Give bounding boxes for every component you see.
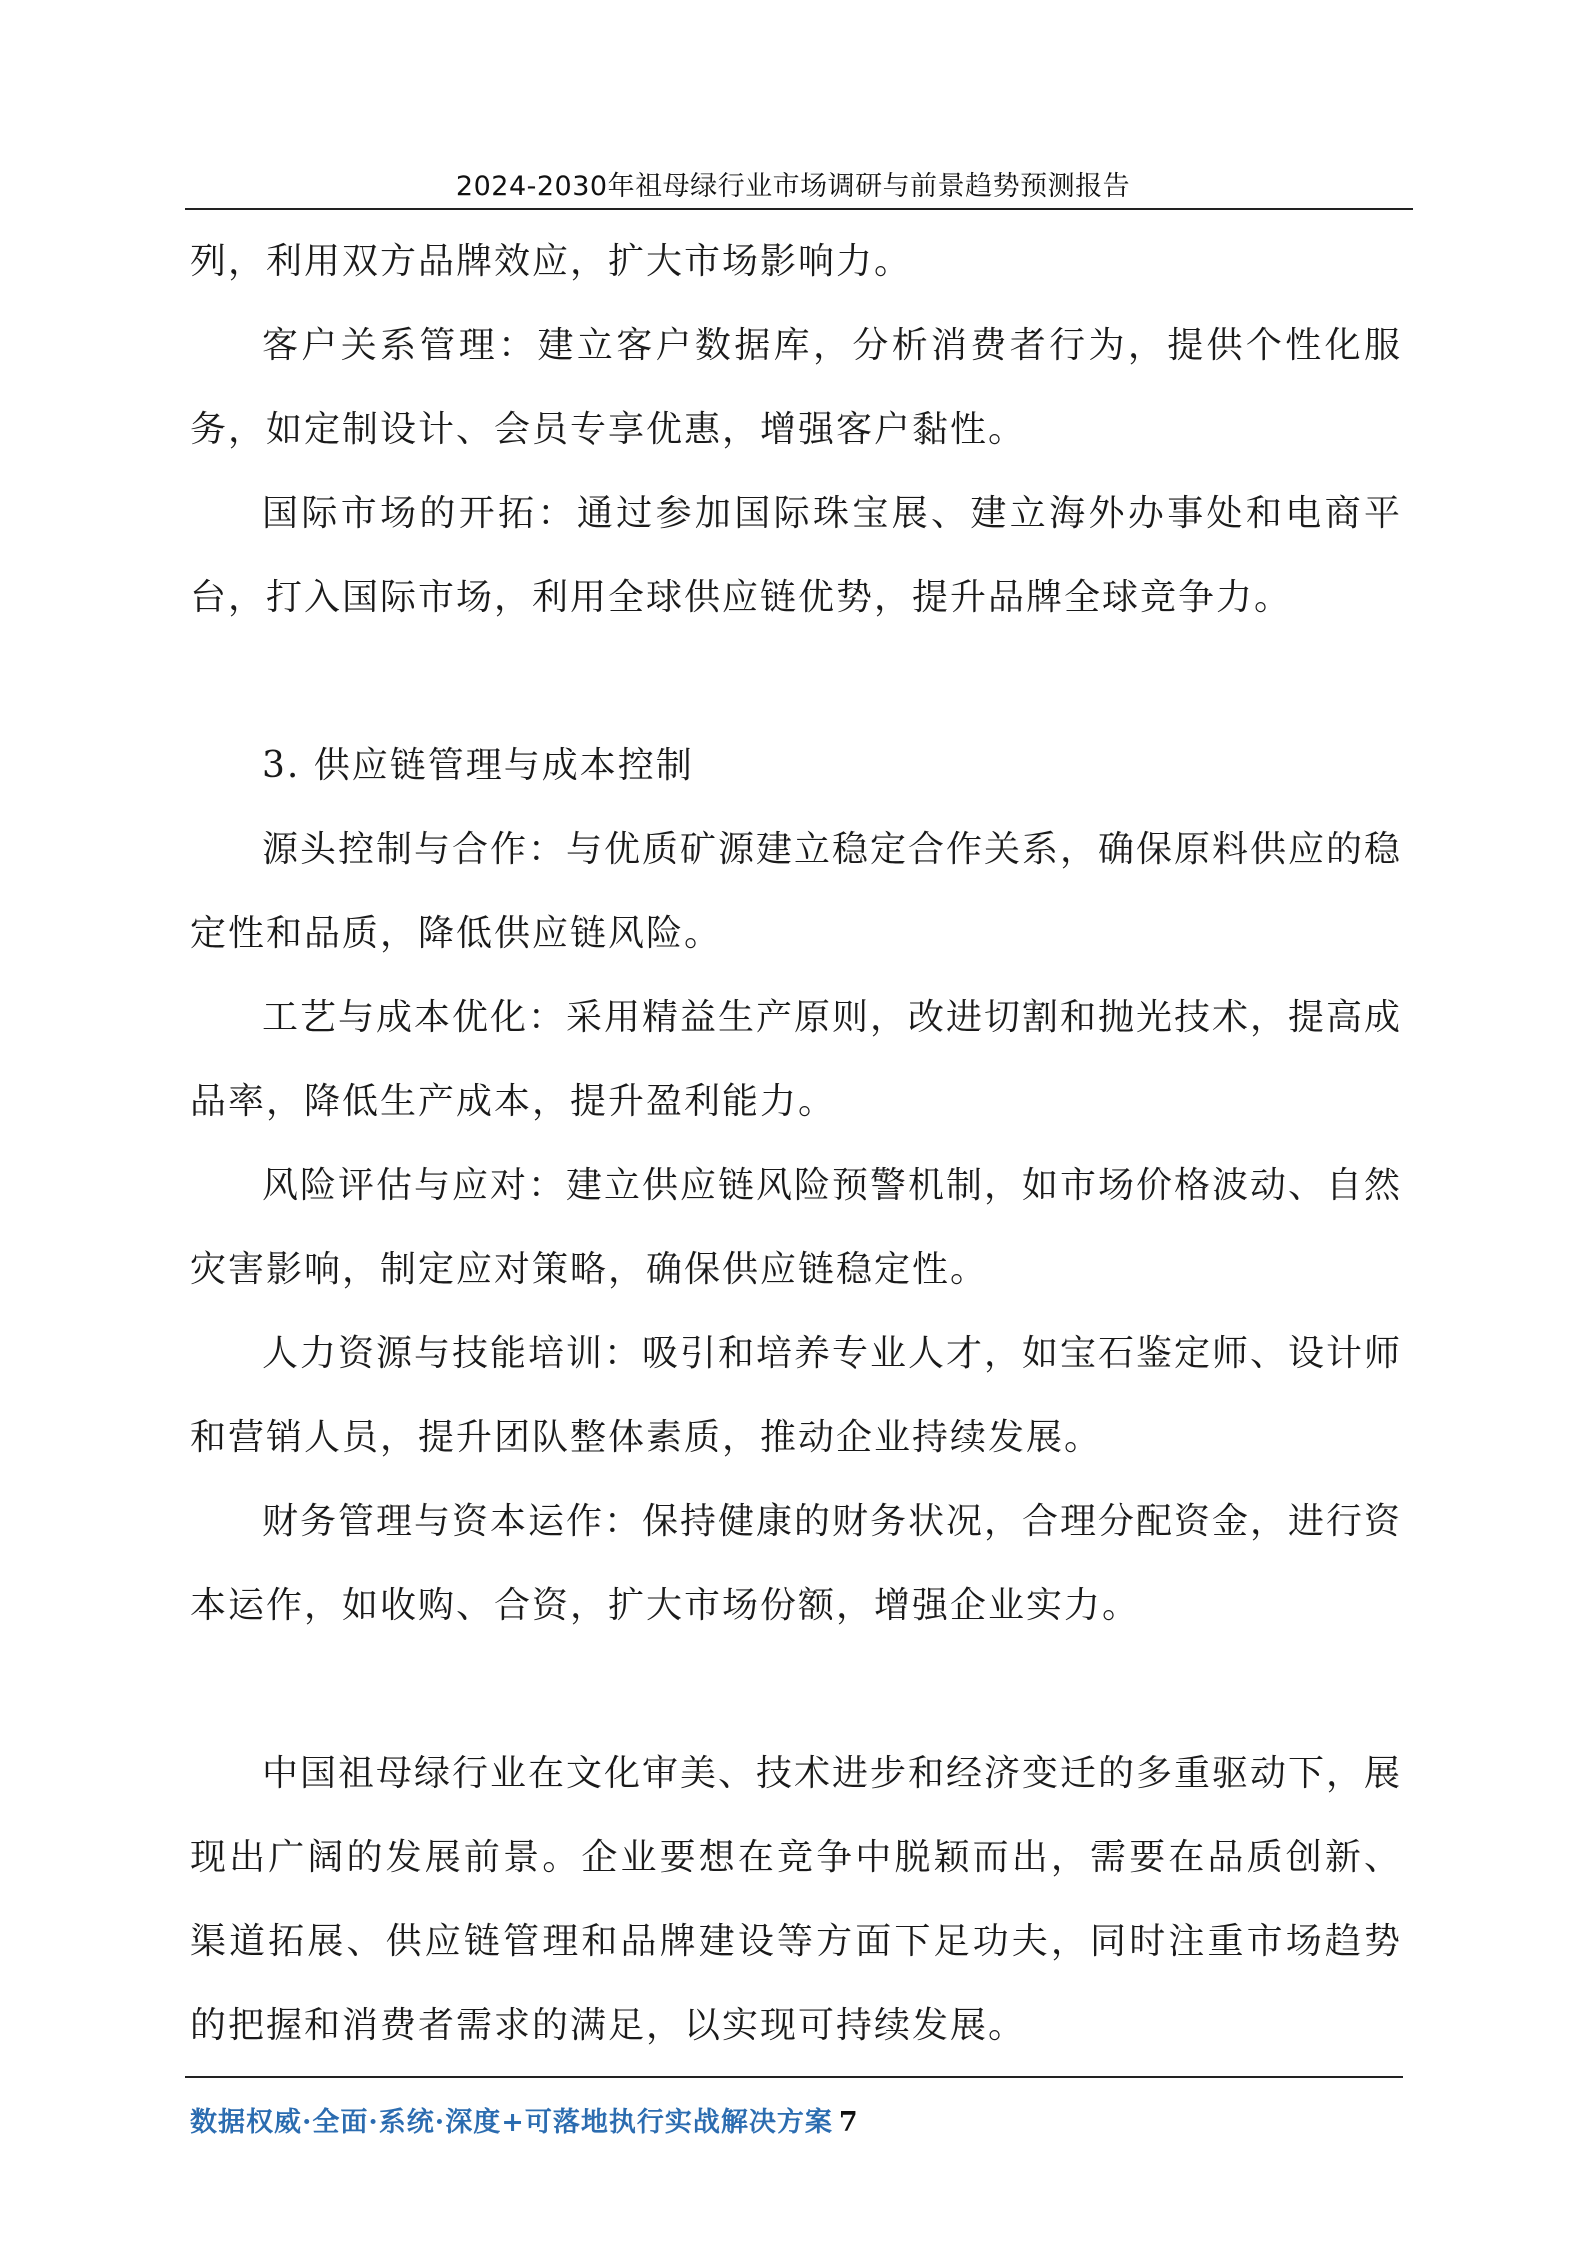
spacer xyxy=(190,640,1402,724)
document-body xyxy=(190,220,1402,2068)
paragraph-risk-assessment: 风险评估与应对：建立供应链风险预警机制，如市场价格波动、自然灾害影响，制定应对策略，确保供应链稳定性。 xyxy=(190,1165,1403,1290)
paragraph-financial-management: 财务管理与资本运作：保持健康的财务状况，合理分配资金，进行资本运作，如收购、合资，扩大市场份额，增强企业实力。 xyxy=(190,1501,1403,1626)
paragraph-customer-relations: 客户关系管理：建立客户数据库，分析消费者行为，提供个性化服务，如定制设计、会员专享优惠，增强客户黏性。 xyxy=(190,325,1402,450)
spacer xyxy=(190,1648,1402,1732)
footer-divider xyxy=(185,2076,1403,2078)
page-number: 7 xyxy=(838,2107,859,2138)
footer-slogan: 数据权威·全面·系统·深度+可落地执行实战解决方案 xyxy=(190,2107,833,2138)
paragraph-continuation: 列，利用双方品牌效应，扩大市场影响力。 xyxy=(190,241,913,282)
paragraph-source-control: 源头控制与合作：与优质矿源建立稳定合作关系，确保原料供应的稳定性和品质，降低供应链风险。 xyxy=(190,829,1403,954)
page-header-title: 2024-2030年祖母绿行业市场调研与前景趋势预测报告 xyxy=(455,171,1131,202)
section-heading-supply-chain: 3. 供应链管理与成本控制 xyxy=(262,745,694,786)
paragraph-process-optimization: 工艺与成本优化：采用精益生产原则，改进切割和抛光技术，提高成品率，降低生产成本，提升盈利能力。 xyxy=(190,997,1403,1122)
paragraph-conclusion: 中国祖母绿行业在文化审美、技术进步和经济变迁的多重驱动下，展现出广阔的发展前景。企业要想在竞争中脱颖而出，需要在品质创新、渠道拓展、供应链管理和品牌建设等方面下足功夫，同时注重市场趋势的把握和消费者需求的满足，以实现可持续发展。 xyxy=(190,1753,1403,2046)
paragraph-human-resources: 人力资源与技能培训：吸引和培养专业人才，如宝石鉴定师、设计师和营销人员，提升团队整体素质，推动企业持续发展。 xyxy=(190,1333,1403,1458)
paragraph-international-market: 国际市场的开拓：通过参加国际珠宝展、建立海外办事处和电商平台，打入国际市场，利用全球供应链优势，提升品牌全球竞争力。 xyxy=(190,493,1402,618)
header-divider xyxy=(185,208,1413,210)
footer xyxy=(190,2100,859,2139)
